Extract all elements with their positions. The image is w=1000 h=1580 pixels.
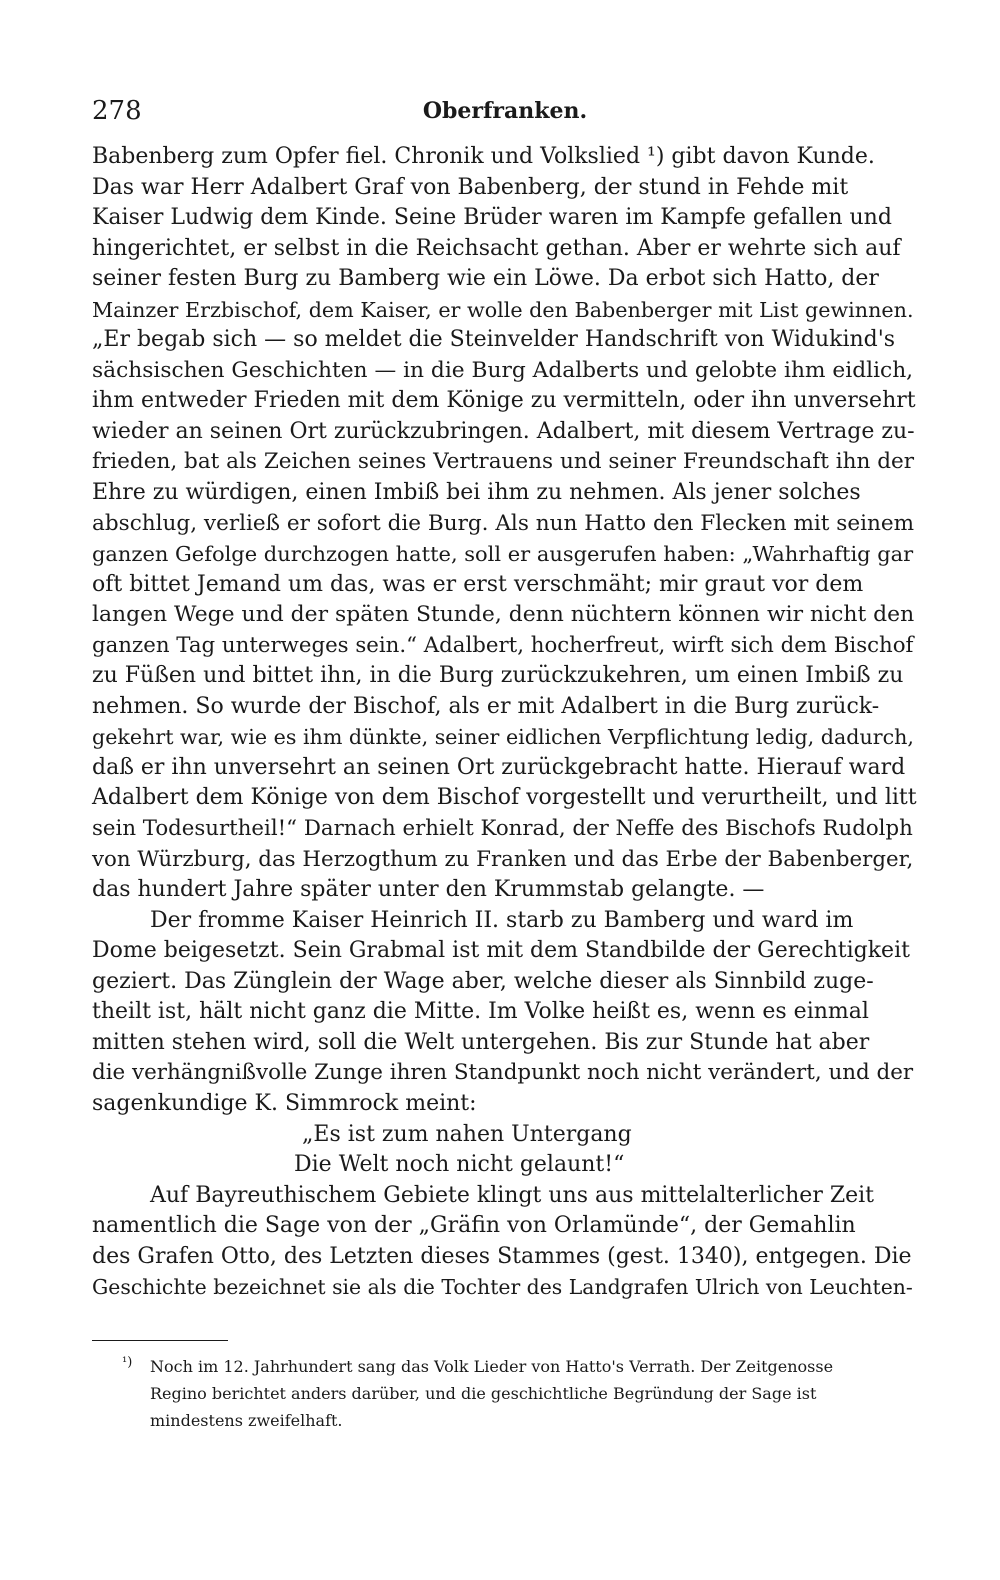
text-line: oft bittet Jemand um das, was er erst verschmäht; mir graut vor dem — [92, 571, 864, 597]
paragraph-start-line: Auf Bayreuthischem Gebiete klingt uns aus mittelalterlicher Zeit — [150, 1182, 875, 1208]
text-line: daß er ihn unversehrt an seinen Ort zurückgebracht hatte. Hierauf ward — [92, 754, 906, 780]
text-line: Babenberg zum Opfer fiel. Chronik und Volkslied ¹) gibt davon Kunde. — [92, 144, 875, 169]
text-line: ihm entweder Frieden mit dem Könige zu vermitteln, oder ihn unversehrt — [92, 388, 916, 414]
page-number: 278 — [92, 96, 142, 126]
footnote-line: ¹) Noch im 12. Jahrhundert sang das Volk Lieder von Hatto's Verrath. Der Zeitgenosse — [122, 1354, 834, 1376]
footnote-text: Noch im 12. Jahrhundert sang das Volk Lieder von Hatto's Verrath. Der Zeitgenosse — [150, 1357, 834, 1376]
text-line: gekehrt war, wie es ihm dünkte, seiner eidlichen Verpflichtung ledig, dadurch, — [92, 725, 914, 750]
text-line: frieden, bat als Zeichen seines Vertrauens und seiner Freundschaft ihn der — [92, 449, 915, 475]
text-line: sein Todesurtheil!“ Darnach erhielt Konrad, der Neffe des Bischofs Rudolph — [92, 816, 913, 842]
footnote — [92, 1353, 918, 1434]
text-line: seiner festen Burg zu Bamberg wie ein Löwe. Da erbot sich Hatto, der — [92, 266, 879, 292]
text-line: namentlich die Sage von der „Gräfin von Orlamünde“, der Gemahlin — [92, 1213, 856, 1239]
paragraph-start-line: Der fromme Kaiser Heinrich II. starb zu Bamberg und ward im — [150, 907, 854, 933]
text-line: Mainzer Erzbischof, dem Kaiser, er wolle den Babenberger mit List gewinnen. — [92, 297, 914, 322]
text-line: Ehre zu würdigen, einen Imbiß bei ihm zu nehmen. Als jener solches — [92, 480, 861, 506]
text-line: ganzen Gefolge durchzogen hatte, soll er ausgerufen haben: „Wahrhaftig gar — [92, 542, 914, 567]
body-text — [92, 142, 918, 1303]
text-line: von Würzburg, das Herzogthum zu Franken und das Erbe der Babenberger, — [92, 846, 914, 872]
text-line: wieder an seinen Ort zurückzubringen. Adalbert, mit diesem Vertrage zu- — [92, 418, 915, 444]
text-line: mitten stehen wird, soll die Welt untergehen. Bis zur Stunde hat aber — [92, 1029, 870, 1055]
text-line: ganzen Tag unterweges sein.“ Adalbert, hocherfreut, wirft sich dem Bischof — [92, 632, 914, 658]
text-line: die verhängnißvolle Zunge ihren Standpunkt noch nicht verändert, und der — [92, 1060, 914, 1086]
text-line: sagenkundige K. Simmrock meint: — [92, 1090, 477, 1116]
text-line: nehmen. So wurde der Bischof, als er mit Adalbert in die Burg zurück- — [92, 693, 880, 719]
verse-line: Die Welt noch nicht gelaunt!“ — [294, 1152, 625, 1178]
text-line: das hundert Jahre später unter den Krummstab gelangte. — — [92, 877, 765, 903]
text-line: Das war Herr Adalbert Graf von Babenberg, der stund in Fehde mit — [92, 174, 849, 200]
text-line: Adalbert dem Könige von dem Bischof vorgestellt und verurtheilt, und litt — [92, 785, 917, 811]
text-line: sächsischen Geschichten — in die Burg Adalberts und gelobte ihm eidlich, — [92, 357, 914, 383]
footnote-line: mindestens zweifelhaft. — [150, 1411, 343, 1430]
text-line: geziert. Das Zünglein der Wage aber, welche dieser als Sinnbild zuge- — [92, 968, 874, 994]
verse-line: „Es ist zum nahen Untergang — [302, 1121, 632, 1147]
text-line: langen Wege und der späten Stunde, denn nüchtern können wir nicht den — [92, 602, 915, 628]
page-header — [92, 96, 918, 136]
text-line: Kaiser Ludwig dem Kinde. Seine Brüder waren im Kampfe gefallen und — [92, 205, 892, 231]
text-line: Geschichte bezeichnet sie als die Tochter des Landgrafen Ulrich von Leuchten- — [92, 1275, 913, 1300]
text-line: Dome beigesetzt. Sein Grabmal ist mit dem Standbilde der Gerechtigkeit — [92, 938, 910, 964]
text-line: des Grafen Otto, des Letzten dieses Stammes (gest. 1340), entgegen. Die — [92, 1243, 912, 1269]
text-line: hingerichtet, er selbst in die Reichsacht gethan. Aber er wehrte sich auf — [92, 235, 901, 261]
running-head: Oberfranken. — [422, 98, 588, 124]
footnote-divider — [92, 1340, 228, 1341]
footnote-line: Regino berichtet anders darüber, und die geschichtliche Begründung der Sage ist — [150, 1384, 817, 1403]
text-line: zu Füßen und bittet ihn, in die Burg zurückzukehren, um einen Imbiß zu — [92, 663, 904, 689]
text-line: „Er begab sich — so meldet die Steinvelder Handschrift von Widukind's — [92, 327, 896, 353]
text-line: abschlug, verließ er sofort die Burg. Als nun Hatto den Flecken mit seinem — [92, 510, 915, 536]
text-line: theilt ist, hält nicht ganz die Mitte. Im Volke heißt es, wenn es einmal — [92, 999, 869, 1025]
